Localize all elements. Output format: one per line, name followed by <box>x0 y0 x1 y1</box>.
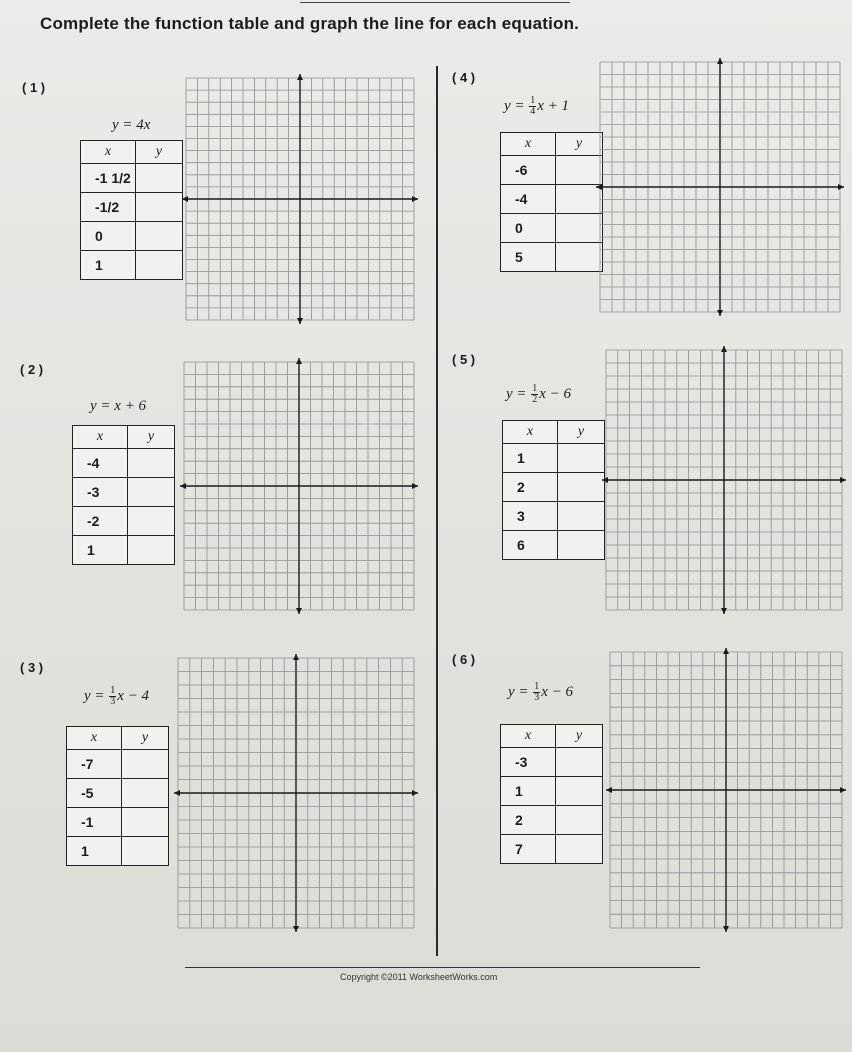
y-header: y <box>558 421 605 444</box>
problem-4-equation: y = $\frac{1}{4}$ x + 1 <box>504 95 570 117</box>
y-answer-cell[interactable] <box>128 449 175 478</box>
arrow-down-icon <box>717 310 723 316</box>
arrow-down-icon <box>296 608 302 614</box>
fraction: $\frac{1}{3}$ <box>534 681 540 703</box>
x-value: 1 <box>501 777 556 806</box>
arrow-right-icon <box>412 790 418 796</box>
x-value: -4 <box>73 449 128 478</box>
problem-2-equation: y = x + 6 <box>90 398 147 414</box>
x-value: -1 <box>67 808 122 837</box>
x-value: 1 <box>67 837 122 866</box>
x-value: -7 <box>67 750 122 779</box>
arrow-down-icon <box>721 608 727 614</box>
fraction: $\frac{1}{2}$ <box>532 383 538 405</box>
x-header: x <box>73 426 128 449</box>
x-value: 2 <box>501 806 556 835</box>
problem-3-table <box>66 726 169 866</box>
fraction: $\frac{1}{3}$ <box>110 685 116 707</box>
arrow-up-icon <box>723 648 729 654</box>
y-answer-cell[interactable] <box>128 536 175 565</box>
problem-6-coordinate-grid[interactable] <box>604 646 848 934</box>
x-value: -5 <box>67 779 122 808</box>
x-value: 7 <box>501 835 556 864</box>
arrow-down-icon <box>723 926 729 932</box>
arrow-left-icon <box>596 184 602 190</box>
problem-3-coordinate-grid[interactable] <box>172 652 420 934</box>
x-value: 1 <box>81 251 136 280</box>
problem-6-equation: y = $\frac{1}{3}$ x − 6 <box>508 681 574 703</box>
y-header: y <box>556 725 603 748</box>
y-answer-cell[interactable] <box>558 502 605 531</box>
copyright-notice: Copyright ©2011 WorksheetWorks.com <box>340 972 498 982</box>
y-answer-cell[interactable] <box>556 748 603 777</box>
arrow-right-icon <box>412 483 418 489</box>
problem-5-coordinate-grid[interactable] <box>600 344 848 616</box>
x-value: -6 <box>501 156 556 185</box>
problem-1-equation: y = 4x <box>112 117 151 133</box>
worksheet-title: Complete the function table and graph the line for each equation. <box>40 14 580 33</box>
problem-2-coordinate-grid[interactable] <box>178 356 420 616</box>
arrow-right-icon <box>840 787 846 793</box>
y-answer-cell[interactable] <box>128 507 175 536</box>
x-value: 1 <box>503 444 558 473</box>
x-header: x <box>503 421 558 444</box>
x-value: -1 1/2 <box>81 164 136 193</box>
y-answer-cell[interactable] <box>556 777 603 806</box>
x-value: -4 <box>501 185 556 214</box>
x-value: 6 <box>503 531 558 560</box>
y-answer-cell[interactable] <box>136 251 183 280</box>
x-value: 3 <box>503 502 558 531</box>
arrow-right-icon <box>838 184 844 190</box>
x-header: x <box>67 727 122 750</box>
y-header: y <box>136 141 183 164</box>
y-answer-cell[interactable] <box>122 808 169 837</box>
arrow-down-icon <box>297 318 303 324</box>
x-value: 0 <box>81 222 136 251</box>
problem-2-label: ( 2 ) <box>20 362 44 377</box>
y-answer-cell[interactable] <box>122 837 169 866</box>
y-answer-cell[interactable] <box>122 779 169 808</box>
problem-1-table <box>80 140 183 280</box>
x-value: -3 <box>73 478 128 507</box>
x-value: 1 <box>73 536 128 565</box>
y-answer-cell[interactable] <box>556 806 603 835</box>
arrow-up-icon <box>297 74 303 80</box>
y-answer-cell[interactable] <box>136 222 183 251</box>
arrow-left-icon <box>182 196 188 202</box>
y-answer-cell[interactable] <box>558 444 605 473</box>
column-divider <box>436 66 438 956</box>
problem-3-equation: y = $\frac{1}{3}$ x − 4 <box>84 685 150 707</box>
problem-4-table <box>500 132 603 272</box>
y-header: y <box>122 727 169 750</box>
arrow-up-icon <box>721 346 727 352</box>
problem-5-table <box>502 420 605 560</box>
footer-line <box>185 967 700 968</box>
x-header: x <box>501 133 556 156</box>
y-answer-cell[interactable] <box>136 164 183 193</box>
x-header: x <box>501 725 556 748</box>
arrow-left-icon <box>174 790 180 796</box>
arrow-left-icon <box>180 483 186 489</box>
problem-4-coordinate-grid[interactable] <box>594 56 846 318</box>
y-answer-cell[interactable] <box>122 750 169 779</box>
y-header: y <box>128 426 175 449</box>
name-line <box>300 2 570 3</box>
x-value: -3 <box>501 748 556 777</box>
x-value: -2 <box>73 507 128 536</box>
y-answer-cell[interactable] <box>556 835 603 864</box>
fraction: $\frac{1}{4}$ <box>530 95 536 117</box>
arrow-right-icon <box>412 196 418 202</box>
arrow-left-icon <box>606 787 612 793</box>
problem-1-coordinate-grid[interactable] <box>180 72 420 326</box>
arrow-up-icon <box>296 358 302 364</box>
x-value: 0 <box>501 214 556 243</box>
arrow-left-icon <box>602 477 608 483</box>
x-value: -1/2 <box>81 193 136 222</box>
problem-5-equation: y = $\frac{1}{2}$ x − 6 <box>506 383 572 405</box>
arrow-down-icon <box>293 926 299 932</box>
problem-3-label: ( 3 ) <box>20 660 44 675</box>
y-answer-cell[interactable] <box>136 193 183 222</box>
problem-5-label: ( 5 ) <box>452 352 476 367</box>
x-value: 5 <box>501 243 556 272</box>
problem-1-label: ( 1 ) <box>22 80 46 95</box>
arrow-right-icon <box>840 477 846 483</box>
y-answer-cell[interactable] <box>558 531 605 560</box>
y-header: y <box>556 133 603 156</box>
x-header: x <box>81 141 136 164</box>
arrow-up-icon <box>717 58 723 64</box>
y-answer-cell[interactable] <box>558 473 605 502</box>
y-answer-cell[interactable] <box>128 478 175 507</box>
x-value: 2 <box>503 473 558 502</box>
problem-6-table <box>500 724 603 864</box>
arrow-up-icon <box>293 654 299 660</box>
problem-2-table <box>72 425 175 565</box>
problem-4-label: ( 4 ) <box>452 70 476 85</box>
problem-6-label: ( 6 ) <box>452 652 476 667</box>
